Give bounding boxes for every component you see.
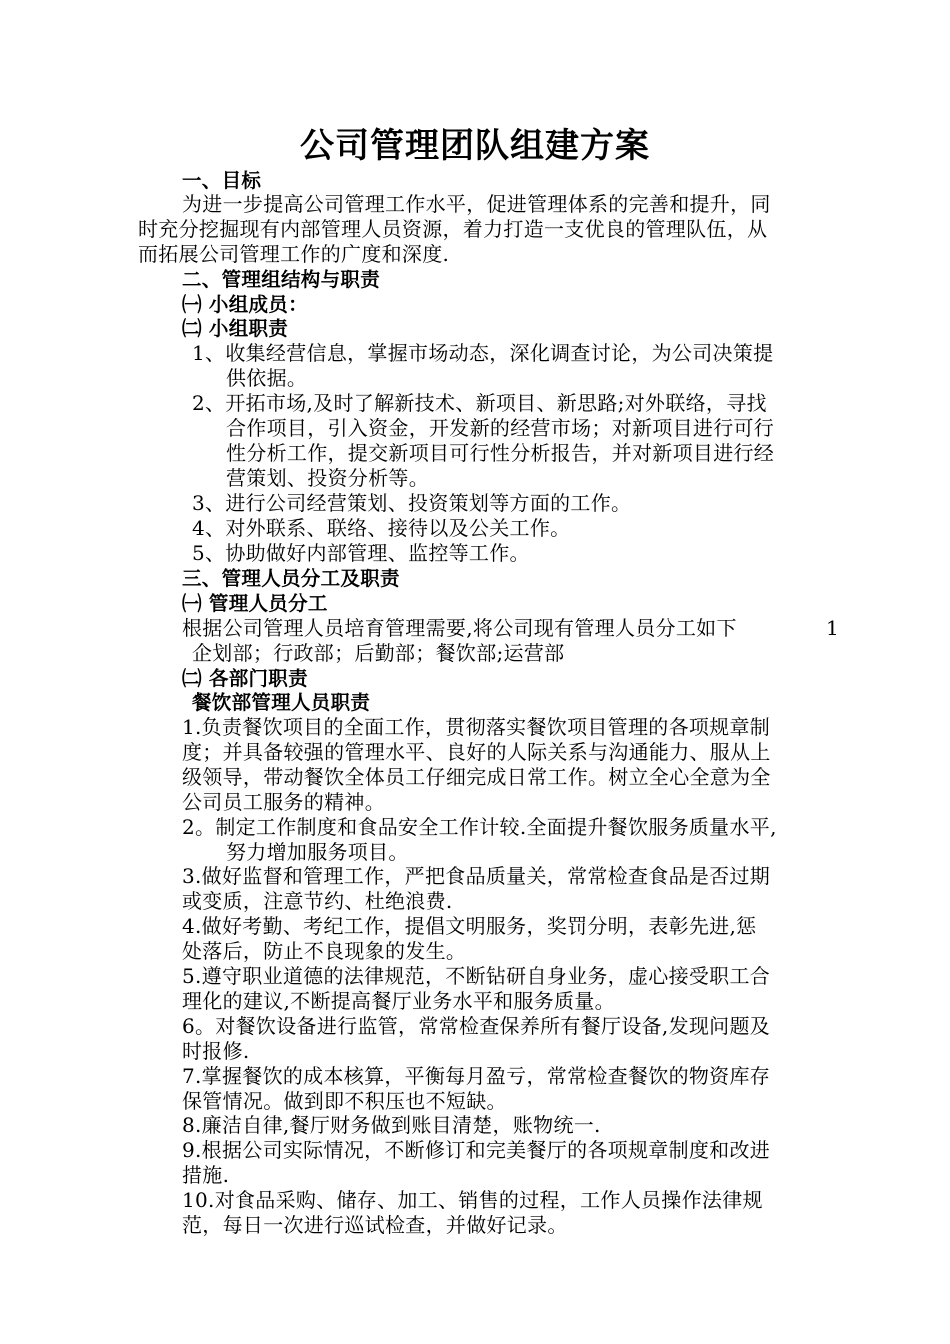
staff-division-text: 根据公司管理人员培育管理需要,将公司现有管理人员分工如下 [182, 616, 737, 640]
catering-item-line: 4.做好考勤、考纪工作，提倡文明服务，奖罚分明，表彰先进,惩 [182, 914, 757, 938]
section-heading-goal: 一、目标 [182, 169, 262, 192]
goal-paragraph-line: 为进一步提高公司管理工作水平，促进管理体系的完善和提升，同 [182, 192, 771, 216]
catering-item-line: 公司员工服务的精神。 [182, 790, 385, 814]
duty-item-line: 2、开拓市场,及时了解新技术、新项目、新思路;对外联络，寻找 [192, 391, 767, 415]
duty-item-line: 5、协助做好内部管理、监控等工作。 [192, 541, 530, 565]
department-list: 企划部；行政部；后勤部；餐饮部;运营部 [192, 641, 565, 665]
catering-item-line: 度；并具备较强的管理水平、良好的人际关系与沟通能力、服从上 [182, 740, 771, 764]
subheading-duties: ㈡ 小组职责 [182, 317, 289, 340]
subheading-members: ㈠ 小组成员： [182, 293, 308, 316]
subheading-staff-division: ㈠ 管理人员分工 [182, 592, 328, 615]
catering-item-line: 8.廉洁自律,餐厅财务做到账目清楚，账物统一. [182, 1113, 601, 1137]
section-heading-division: 三、管理人员分工及职责 [182, 567, 400, 590]
duty-item-line: 4、对外联系、联络、接待以及公关工作。 [192, 516, 571, 540]
catering-heading: 餐饮部管理人员职责 [192, 691, 371, 714]
duty-item-line: 供依据。 [226, 366, 308, 390]
catering-item-line: 时报修. [182, 1039, 250, 1063]
catering-item-line: 5.遵守职业道德的法律规范，不断钻研自身业务，虚心接受职工合 [182, 964, 771, 988]
catering-item-line: 级领导，带动餐饮全体员工仔细完成日常工作。树立全心全意为全 [182, 765, 771, 789]
catering-item-line: 措施. [182, 1163, 230, 1187]
staff-division-number: 1 [826, 616, 840, 640]
duty-item-line: 1、收集经营信息，掌握市场动态，深化调查讨论，为公司决策提 [192, 341, 774, 365]
duty-item-line: 3、进行公司经营策划、投资策划等方面的工作。 [192, 491, 632, 515]
catering-item-line: 1.负责餐饮项目的全面工作，贯彻落实餐饮项目管理的各项规章制 [182, 715, 771, 739]
catering-item-line: 处落后，防止不良现象的发生。 [182, 939, 467, 963]
catering-item-line: 7.掌握餐饮的成本核算，平衡每月盈亏，常常检查餐饮的物资库存 [182, 1064, 771, 1088]
section-heading-structure: 二、管理组结构与职责 [182, 268, 381, 291]
catering-item-line: 理化的建议,不断提高餐厅业务水平和服务质量。 [182, 989, 615, 1013]
duty-item-line: 性分析工作，提交新项目可行性分析报告，并对新项目进行经 [226, 441, 775, 465]
catering-item-line: 2。制定工作制度和食品安全工作计较.全面提升餐饮服务质量水平, [182, 815, 777, 839]
catering-item-line: 9.根据公司实际情况，不断修订和完美餐厅的各项规章制度和改进 [182, 1138, 771, 1162]
duty-item-line: 营策划、投资分析等。 [226, 466, 429, 490]
catering-item-line: 6。对餐饮设备进行监管，常常检查保养所有餐厅设备,发现问题及 [182, 1014, 771, 1038]
catering-item-line: 范，每日一次进行巡试检查，并做好记录。 [182, 1213, 568, 1237]
goal-paragraph-line: 而拓展公司管理工作的广度和深度. [138, 242, 450, 266]
catering-item-line: 努力增加服务项目。 [226, 840, 409, 864]
goal-paragraph-line: 时充分挖掘现有内部管理人员资源，着力打造一支优良的管理队伍，从 [138, 217, 768, 241]
catering-item-line: 保管情况。做到即不积压也不短缺。 [182, 1089, 507, 1113]
subheading-dept-duties: ㈡ 各部门职责 [182, 667, 308, 690]
document-title: 公司管理团队组建方案 [300, 126, 650, 166]
catering-item-line: 3.做好监督和管理工作，严把食品质量关，常常检查食品是否过期 [182, 864, 771, 888]
duty-item-line: 合作项目，引入资金，开发新的经营市场；对新项目进行可行 [226, 416, 775, 440]
catering-item-line: 或变质，注意节约、杜绝浪费. [182, 889, 453, 913]
catering-item-line: 10.对食品采购、储存、加工、销售的过程，工作人员操作法律规 [182, 1188, 763, 1212]
